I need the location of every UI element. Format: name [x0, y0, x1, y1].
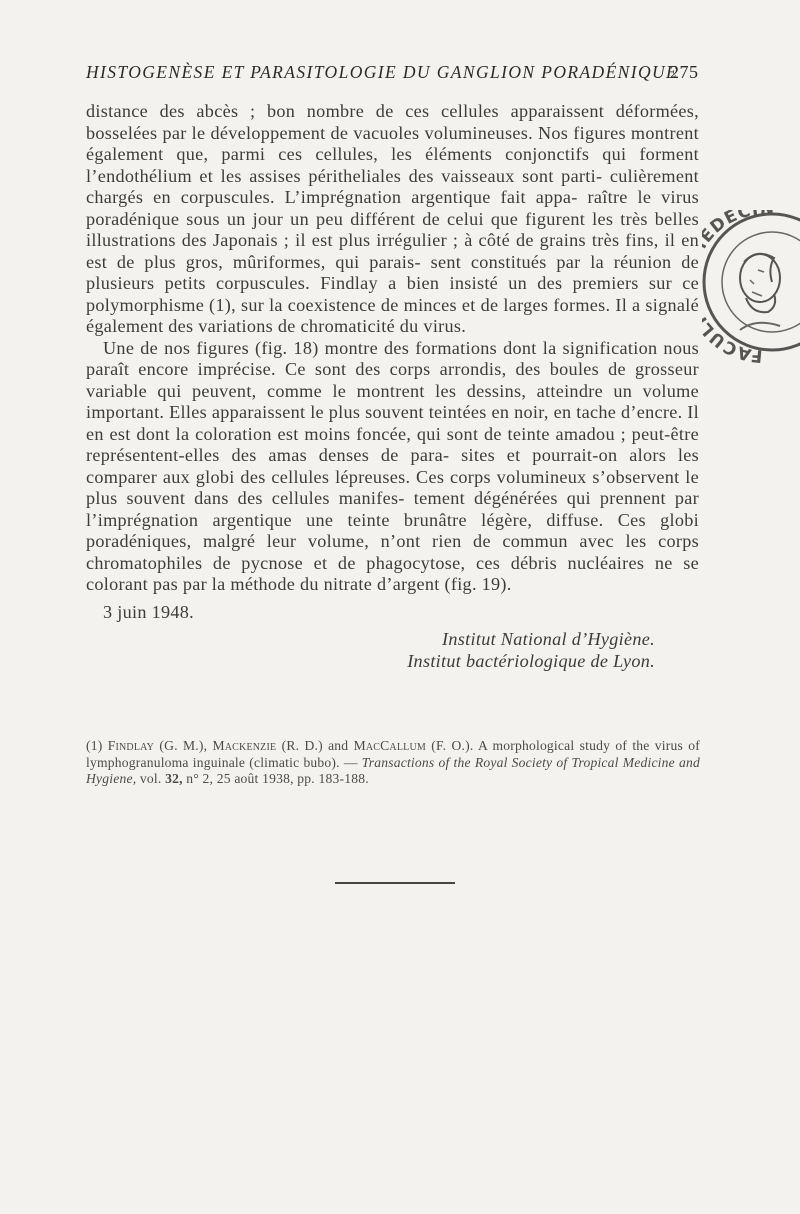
footnote-volume: 32,	[165, 771, 183, 786]
footnote-author-2: Mackenzie	[212, 738, 277, 753]
footnote	[86, 738, 700, 788]
signature-institut-national: Institut National d’Hygiène.	[442, 629, 655, 649]
footnote-vol-label: vol.	[139, 771, 162, 786]
stamp-text: FACU DEC	[705, 210, 764, 366]
footnote-initials-3: (F. O.). A morphological study of the virus of lymphogranuloma inguinale (climatic bubo). —	[86, 738, 700, 770]
footnote-author-1: Findlay	[107, 738, 155, 753]
page-number: 275	[670, 62, 699, 82]
footnote-author-3: MacCallum	[353, 738, 426, 753]
body-text	[86, 101, 699, 672]
footnote-details: n° 2, 25 août 1938, pp. 183-188.	[186, 771, 369, 786]
library-stamp	[702, 210, 800, 385]
footnote-marker: (1)	[86, 738, 103, 753]
signature-institut-lyon: Institut bactériologique de Lyon.	[407, 650, 655, 671]
end-rule	[335, 882, 455, 884]
footnote-journal: Transactions of the Royal Society of Tropical Medicine and Hygiene,	[86, 754, 700, 786]
date-line: 3 juin 1948.	[103, 601, 195, 622]
paragraph-1: distance des abcès ; bon nombre de ces cellules apparaissent déformées, bosselées par le développement de vacuoles volumineuses. Nos figures montrent également que, parmi ces cellules, les éléments conjonctifs qui forment l’endothélium et les assises péritheliales des vaisseaux sont parti- culièrement chargés en corpuscules. L’imprégnation argentique fait appa- raître le virus poradénique sous un jour un peu différent de celui que figurent les très belles illustrations des Japonais ; il est plus irrégulier ; à côté de grains très fins, il en est de plus gros, mûriformes, qui parais- sent constitués par la réunion de plusieurs petits corpuscules. Findlay a bien insisté un des premiers sur ce polymorphisme (1), sur la coexistence de minces et de larges formes. Il a signalé également des variations de chromaticité du virus.	[86, 101, 699, 336]
svg-text:FACULTÉ DE MÉDECINE DE PARIS	[702, 210, 776, 366]
paragraph-2: Une de nos figures (fig. 18) montre des formations dont la signification nous paraît encore imprécise. Ce sont des corps arrondis, des boules de grosseur variable qui peuvent, comme le montrent les dessins, atteindre un volume important. Elles apparaissent le plus souvent teintées en noir, en tache d’encre. Il en est dont la coloration est moins foncée, qui sont de teinte amadou ; peut-être représentent-elles des amas denses de para- sites et pourrait-on alors les comparer aux globi des cellules lépreuses. Ces corps volumineux s’observent le plus souvent dans des cellules manifes- tement dégénérées qui prennent par l’imprégnation argentique une teinte brunâtre légère, diffuse. Ces globi poradéniques, malgré leur volume, n’ont rien de commun avec les corps chromatophiles de pycnose et de phagocytose, ces débris nucléaires ne se colorant pas par la méthode du nitrate d’argent (fig. 19).	[86, 337, 699, 594]
portrait-seal-icon	[702, 210, 800, 385]
footnote-initials-1: (G. M.),	[159, 738, 208, 753]
footnote-initials-2: (R. D.) and	[281, 738, 349, 753]
running-title: HISTOGENÈSE ET PARASITOLOGIE DU GANGLION PORADÉNIQUE	[86, 62, 679, 82]
